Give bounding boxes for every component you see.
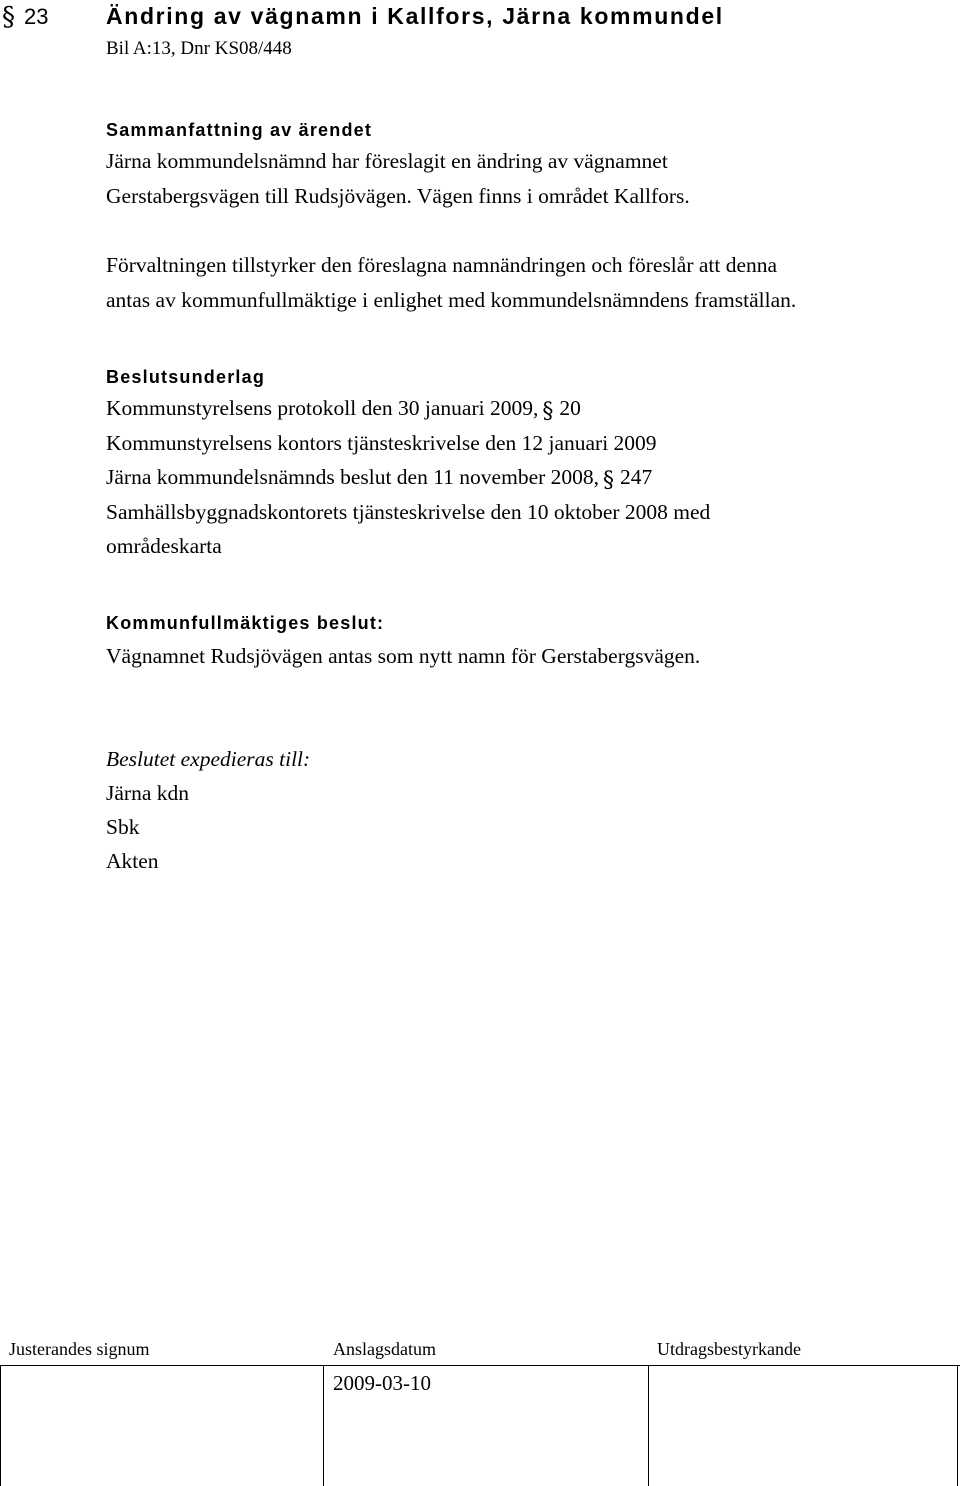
footer-top-rule <box>0 1365 960 1366</box>
paragraph-symbol: § <box>542 399 554 424</box>
basis-line-text: Järna kommundelsnämnds beslut den 11 november 2008, <box>106 465 600 489</box>
page-title: Ändring av vägnamn i Kallfors, Järna kommundel <box>106 3 724 29</box>
summary-line: Järna kommundelsnämnd har föreslagit en ändring av vägnamnet <box>106 149 668 173</box>
basis-line <box>106 394 581 426</box>
footer-column-divider <box>957 1365 958 1486</box>
basis-line: Kommunstyrelsens kontors tjänsteskrivelse den 12 januari 2009 <box>106 431 657 455</box>
dispatch-recipient: Akten <box>106 849 159 873</box>
basis-heading: Beslutsunderlag <box>106 367 266 387</box>
basis-line: Samhällsbyggnadskontorets tjänsteskrivelse den 10 oktober 2008 med <box>106 500 711 524</box>
decision-text: Vägnamnet Rudsjövägen antas som nytt namn för Gerstabergsvägen. <box>106 644 701 668</box>
basis-line-number: 20 <box>559 396 581 420</box>
basis-line: områdeskarta <box>106 534 222 558</box>
dispatch-recipient: Järna kdn <box>106 781 189 805</box>
section-symbol: § <box>2 2 15 32</box>
basis-line-number: 247 <box>620 465 653 489</box>
footer-column-divider <box>0 1365 1 1486</box>
footer-signature-label: Justerandes signum <box>9 1339 150 1359</box>
basis-line-text: Kommunstyrelsens protokoll den 30 januari 2009, <box>106 396 539 420</box>
footer-posting-date-label: Anslagsdatum <box>333 1339 436 1359</box>
summary-line: antas av kommunfullmäktige i enlighet med kommundelsnämndens framställan. <box>106 288 797 312</box>
section-number: 23 <box>24 4 49 29</box>
paragraph-symbol: § <box>603 468 615 493</box>
footer-certifier-label: Utdragsbestyrkande <box>657 1339 801 1359</box>
footer-column-divider <box>648 1365 649 1486</box>
reference-number: Bil A:13, Dnr KS08/448 <box>106 38 292 59</box>
dispatch-label: Beslutet expedieras till: <box>106 747 311 771</box>
summary-line: Gerstabergsvägen till Rudsjövägen. Vägen finns i området Kallfors. <box>106 184 690 208</box>
footer-posting-date: 2009-03-10 <box>333 1371 431 1395</box>
basis-line <box>106 463 652 495</box>
summary-heading: Sammanfattning av ärendet <box>106 120 373 140</box>
dispatch-recipient: Sbk <box>106 815 140 839</box>
summary-line: Förvaltningen tillstyrker den föreslagna namnändringen och föreslår att denna <box>106 253 778 277</box>
footer-column-divider <box>323 1365 324 1486</box>
decision-heading: Kommunfullmäktiges beslut: <box>106 613 385 633</box>
